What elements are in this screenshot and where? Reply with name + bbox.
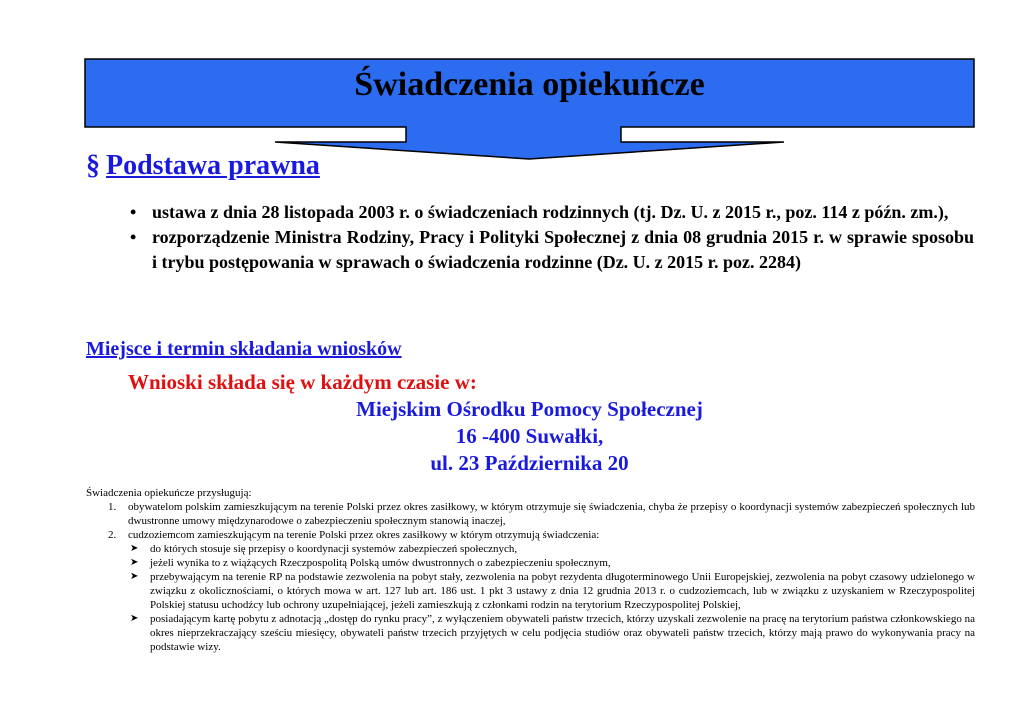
foreigner-conditions-list bbox=[128, 542, 975, 654]
condition-text: jeżeli wynika to z wiążących Rzeczpospolitą Polską umów dwustronnych o zabezpieczeniu społecznym, bbox=[150, 557, 611, 569]
condition-item bbox=[128, 556, 975, 570]
eligibility-section bbox=[86, 486, 975, 654]
legal-basis-heading-text: Podstawa prawna bbox=[106, 150, 320, 181]
arrow-bullet-icon: ➤ bbox=[130, 613, 139, 624]
address-line: Miejskim Ośrodku Pomocy Społecznej bbox=[356, 397, 703, 421]
arrow-bullet-icon: ➤ bbox=[130, 571, 139, 582]
legal-basis-heading bbox=[86, 150, 320, 182]
condition-text: przebywającym na terenie RP na podstawie zezwolenia na pobyt stały, zezwolenia na pobyt rezydenta długoterminowego Unii Europejskiej, zezwolenia na pobyt czasowy udzielonego w związku z okolicznościami, o których mowa w art. 127 lub art. 186 ust. 1 pkt 3 ustawy z dnia 12 grudnia 2013 r. o cudzoziemcach, lub w związku z uzyskaniem w Rzeczypospolitej Polskiej statusu uchodźcy lub ochrony uzupełniającej, jeżeli zamieszkują z członkami rodzin na terytorium Rzeczypospolitej Polskiej, bbox=[150, 571, 975, 611]
submission-notice: Wnioski składa się w każdym czasie w: bbox=[128, 370, 477, 394]
condition-item bbox=[128, 570, 975, 612]
legal-basis-item: • rozporządzenie Ministra Rodziny, Pracy i Polityki Społecznej z dnia 08 grudnia 2015 r. w sprawie sposobu i trybu postępowania w sprawach o świadczenia rodzinne (Dz. U. z 2015 r. poz. 2284) bbox=[128, 225, 974, 275]
condition-text: posiadającym kartę pobytu z adnotacją „dostęp do rynku pracy”, z wyłączeniem obywateli państw trzecich, którzy uzyskali zezwolenie na pracę na terytorium państwa członkowskiego na okres nieprzekraczający sześciu miesięcy, obywateli państw trzecich przyjętych w celu podjęcia studiów oraz obywateli państw trzecich, którzy mają prawo do wykonywania pracy na podstawie wizy. bbox=[150, 613, 975, 653]
eligibility-item bbox=[86, 528, 975, 654]
legal-basis-item: • ustawa z dnia 28 listopada 2003 r. o świadczeniach rodzinnych (tj. Dz. U. z 2015 r., poz. 114 z późn. zm.), bbox=[128, 200, 974, 225]
address-line: ul. 23 Października 20 bbox=[430, 451, 629, 475]
legal-basis-list bbox=[128, 200, 974, 275]
section-symbol: § bbox=[86, 150, 100, 181]
condition-item bbox=[128, 542, 975, 556]
condition-item bbox=[128, 612, 975, 654]
arrow-bullet-icon: ➤ bbox=[130, 543, 139, 554]
item-number: 2. bbox=[108, 529, 117, 541]
address-line: 16 -400 Suwałki, bbox=[455, 424, 604, 448]
eligibility-item bbox=[86, 500, 975, 528]
eligibility-list bbox=[86, 500, 975, 654]
title-banner bbox=[84, 58, 975, 162]
condition-text: do których stosuje się przepisy o koordynacji systemów zabezpieczeń społecznych, bbox=[150, 543, 518, 555]
office-address bbox=[84, 396, 975, 477]
eligibility-intro: Świadczenia opiekuńcze przysługują: bbox=[86, 487, 252, 499]
arrow-bullet-icon: ➤ bbox=[130, 557, 139, 568]
place-and-time-heading: Miejsce i termin składania wniosków bbox=[86, 338, 402, 360]
page-title: Świadczenia opiekuńcze bbox=[354, 66, 705, 103]
item-text: obywatelom polskim zamieszkującym na terenie Polski przez okres zasiłkowy, w którym otrzymuje się świadczenia, chyba że przepisy o koordynacji systemów zabezpieczeń społecznych lub dwustronne umowy międzynarodowe o zabezpieczeniu społecznym stanowią inaczej, bbox=[128, 501, 975, 527]
item-number: 1. bbox=[108, 501, 117, 513]
item-text: cudzoziemcom zamieszkującym na terenie Polski przez okres zasiłkowy w którym otrzymują świadczenia: bbox=[128, 529, 600, 541]
